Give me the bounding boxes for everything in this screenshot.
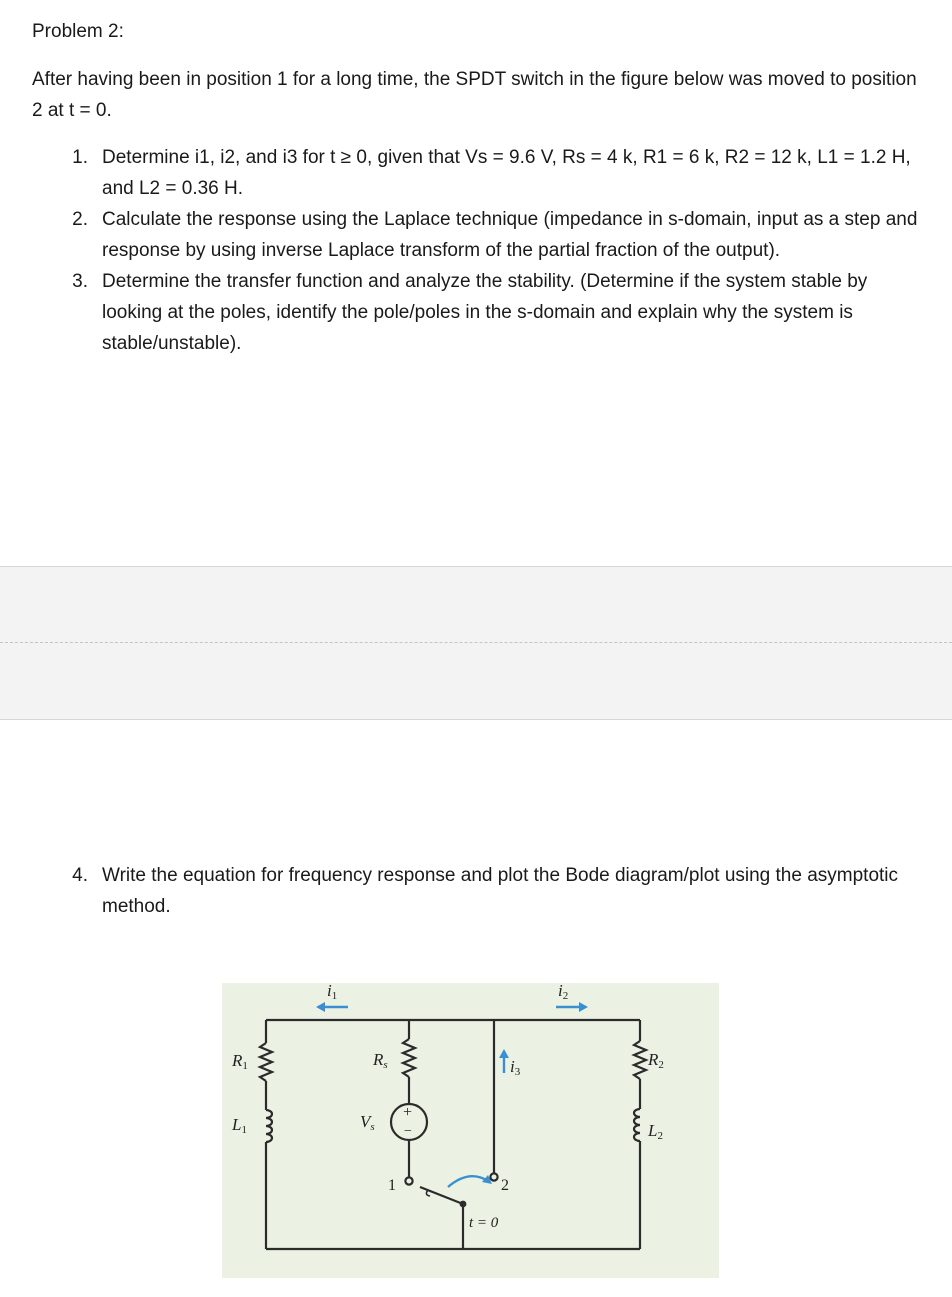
switch-motion-arc <box>448 1176 488 1187</box>
switch-terminal-2 <box>490 1173 497 1180</box>
switch-pivot <box>460 1201 467 1208</box>
question-text: Calculate the response using the Laplace technique (impedance in s-domain, input as a step and response by using inverse Laplace transform of the partial fraction of the output). <box>102 209 918 261</box>
r1-resistor <box>260 1043 272 1081</box>
problem-title: Problem 2: <box>32 21 124 42</box>
question-item <box>32 204 932 266</box>
circuit-figure <box>222 983 719 1278</box>
l2-inductor <box>634 1109 640 1141</box>
page-break-band <box>0 566 952 720</box>
l1-inductor <box>266 1110 272 1142</box>
switch-position-1-label: 1 <box>388 1177 396 1194</box>
l2-label: L2 <box>648 1121 663 1142</box>
vs-label: Vs <box>360 1112 375 1133</box>
switch-blade <box>420 1187 463 1204</box>
page-break-divider <box>0 642 952 643</box>
question-text: Determine the transfer function and analyze the stability. (Determine if the system stable by looking at the poles, identify the pole/poles in the s-domain and explain why the system is stable/unstable). <box>102 271 868 354</box>
question-number: 1. <box>72 147 88 168</box>
vs-minus-sign: − <box>404 1124 412 1139</box>
question-number: 2. <box>72 209 88 230</box>
switch-position-2-label: 2 <box>501 1177 509 1194</box>
i1-arrowhead <box>316 1002 325 1012</box>
switch-time-label: t = 0 <box>469 1215 499 1231</box>
i1-label: i1 <box>327 983 338 1002</box>
question-list <box>32 142 932 359</box>
i2-arrowhead <box>579 1002 588 1012</box>
question-number: 3. <box>72 271 88 292</box>
circuit-diagram <box>222 983 719 1278</box>
question-text: Determine i1, i2, and i3 for t ≥ 0, given that Vs = 9.6 V, Rs = 4 k, R1 = 6 k, R2 = 12 k, L1 = 1.2 H, and L2 = 0.36 H. <box>102 147 911 199</box>
l1-label: L1 <box>232 1115 247 1136</box>
question-item <box>32 860 932 922</box>
question-number: 4. <box>72 865 88 886</box>
switch-terminal-1 <box>405 1177 412 1184</box>
question-item <box>32 142 932 204</box>
question-text: Write the equation for frequency response and plot the Bode diagram/plot using the asymptotic method. <box>102 865 899 917</box>
problem-intro: After having been in position 1 for a long time, the SPDT switch in the figure below was moved to position 2 at t = 0. <box>32 69 917 121</box>
i2-label: i2 <box>558 983 569 1002</box>
question-item <box>32 266 932 359</box>
vs-plus-sign: + <box>403 1104 413 1121</box>
i3-label: i3 <box>510 1057 521 1078</box>
r1-label: R1 <box>232 1051 248 1072</box>
i3-arrowhead <box>499 1049 509 1058</box>
rs-label: Rs <box>373 1050 388 1071</box>
r2-resistor <box>634 1041 646 1079</box>
rs-resistor <box>403 1039 415 1077</box>
r2-label: R2 <box>648 1050 664 1071</box>
